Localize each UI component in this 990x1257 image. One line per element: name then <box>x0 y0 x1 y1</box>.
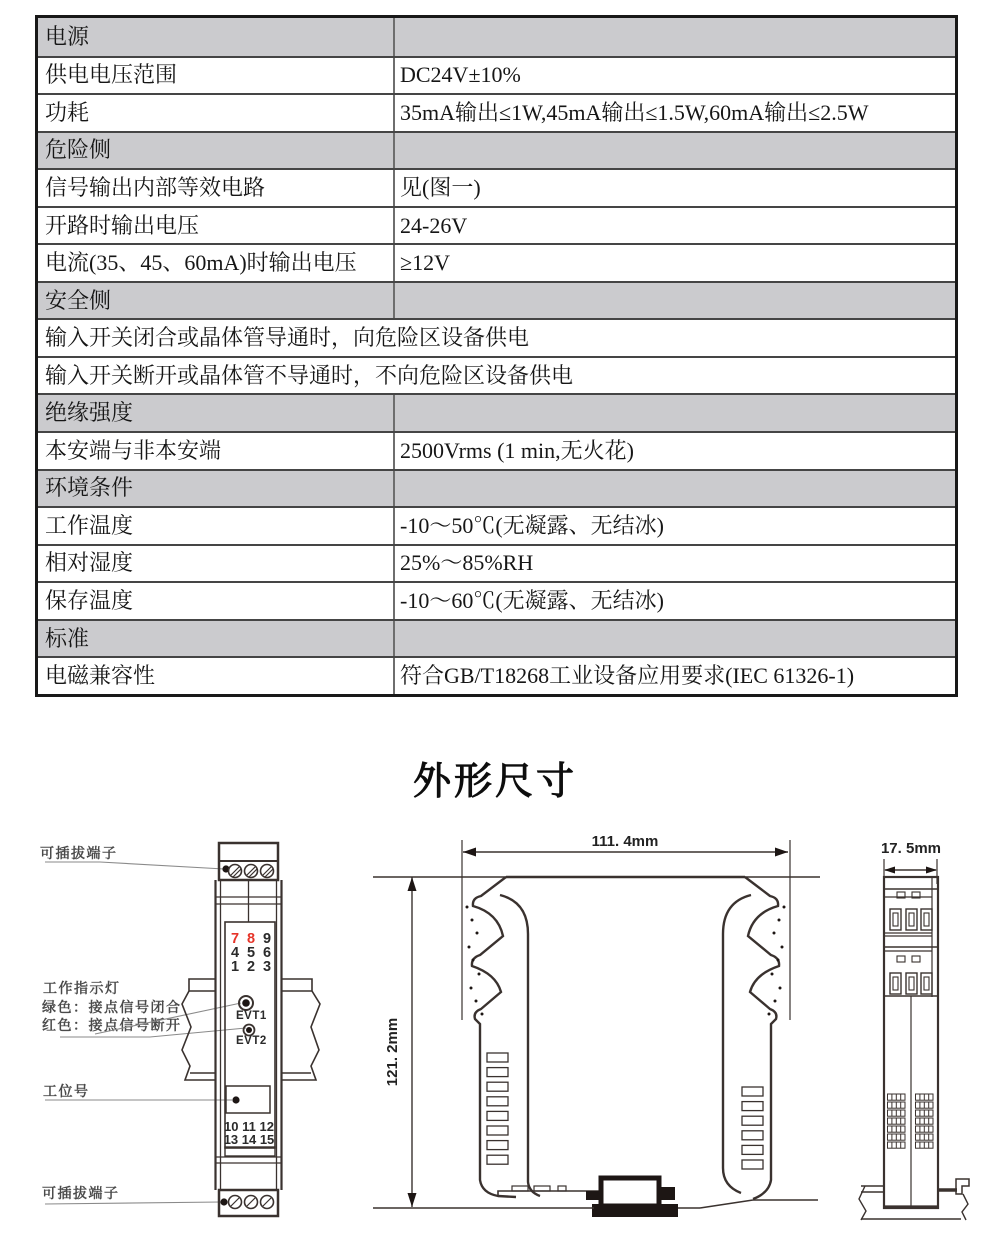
vent-slot <box>742 1102 763 1111</box>
guide-dot <box>466 906 469 909</box>
guide-dot <box>478 973 481 976</box>
led-evt2-label: EVT2 <box>236 1035 267 1047</box>
guide-dot <box>773 932 776 935</box>
spec-value: 2500Vrms (1 min,无火花) <box>393 433 955 469</box>
spec-key: 电磁兼容性 <box>45 663 156 689</box>
guide-dot <box>781 946 784 949</box>
screw-slot-inner <box>893 913 898 926</box>
module-end-outline <box>884 877 938 1208</box>
guide-dot <box>468 946 471 949</box>
section-empty <box>393 133 955 169</box>
vent-grids <box>888 1094 934 1148</box>
guide-dot <box>471 919 474 922</box>
guide-dot <box>470 987 473 990</box>
table-row <box>38 544 955 582</box>
section-empty <box>393 471 955 507</box>
table-row <box>38 656 955 694</box>
spec-value: 35mA输出≤1W,45mA输出≤1.5W,60mA输出≤2.5W <box>393 95 955 131</box>
terminal-screws <box>229 1196 274 1209</box>
spec-key: 信号输出内部等效电路 <box>45 174 266 200</box>
table-row <box>38 168 955 206</box>
module-side-outline <box>466 877 786 1199</box>
screw-slot-inner <box>893 977 898 990</box>
section-label: 环境条件 <box>45 475 134 501</box>
spec-value: 见(图一) <box>393 170 955 206</box>
spec-key: 功耗 <box>45 99 90 125</box>
section-label: 电源 <box>45 23 90 49</box>
spec-note: 输入开关闭合或晶体管导通时，向危险区设备供电 <box>45 325 530 351</box>
guide-dot <box>774 1000 777 1003</box>
end-view <box>859 840 969 1220</box>
vent-slot <box>742 1131 763 1140</box>
table-row <box>38 431 955 469</box>
led-evt1-label: EVT1 <box>236 1010 267 1022</box>
screw-slot <box>921 973 932 994</box>
guide-dot <box>777 959 780 962</box>
terminal-block-bottom <box>219 1190 278 1216</box>
leader-dot <box>232 1096 239 1103</box>
table-row <box>38 581 955 619</box>
end-terminal-row <box>890 909 932 930</box>
vent-slot <box>742 1145 763 1154</box>
terminal-number: 3 <box>262 959 272 975</box>
table-row <box>38 356 955 394</box>
side-view <box>373 833 820 1217</box>
terminal-number: 10 11 12 <box>224 1119 274 1134</box>
guide-dot <box>481 1013 484 1016</box>
terminal-number: 2 <box>246 959 256 975</box>
label-indicator-title: 工作指示灯 <box>43 980 121 996</box>
label-station-number: 工位号 <box>43 1083 90 1099</box>
terminal-number: 13 14 15 <box>223 1132 275 1147</box>
label-indicator-red: 红色：接点信号断开 <box>42 1017 182 1033</box>
guide-dot <box>778 919 781 922</box>
spec-value: ≥12V <box>393 245 955 281</box>
terminal-number: 5 <box>246 945 256 961</box>
spec-value: DC24V±10% <box>393 58 955 94</box>
screw-slot-inner <box>924 913 929 926</box>
table-row <box>38 56 955 94</box>
section-label: 安全侧 <box>45 287 112 313</box>
section-row <box>38 619 955 657</box>
section-empty <box>393 395 955 431</box>
guide-dot <box>779 987 782 990</box>
terminal-number: 4 <box>230 945 240 961</box>
vent-slot <box>487 1097 508 1106</box>
section-label: 绝缘强度 <box>45 400 134 426</box>
label-pluggable-terminal-bottom: 可插拔端子 <box>42 1185 120 1201</box>
screw-slot <box>890 973 901 994</box>
spec-value: 24-26V <box>393 208 955 244</box>
section-empty <box>393 18 955 56</box>
section-empty <box>393 621 955 657</box>
width-dimension: 111. 4mm <box>591 833 659 850</box>
section-label: 标准 <box>45 625 90 651</box>
table-row <box>38 93 955 131</box>
vent-slot <box>742 1116 763 1125</box>
terminal-number: 9 <box>262 931 272 947</box>
section-row <box>38 281 955 319</box>
terminal-numbers-top <box>231 931 271 975</box>
table-row <box>38 206 955 244</box>
vent-slot <box>487 1082 508 1091</box>
section-row <box>38 18 955 56</box>
dotted-guides <box>466 906 786 1016</box>
section-row <box>38 131 955 169</box>
screw-slot <box>906 973 917 994</box>
screw-slot <box>906 909 917 930</box>
dimension-drawings <box>0 810 990 1257</box>
spec-value: -10～50℃(无凝露、无结冰) <box>393 508 955 544</box>
guide-dot <box>476 932 479 935</box>
spec-value: 符合GB/T18268工业设备应用要求(IEC 61326-1) <box>393 658 955 694</box>
screw-slot-inner <box>909 977 914 990</box>
vent-slot <box>487 1053 508 1062</box>
spec-note: 输入开关断开或晶体管不导通时，不向危险区设备供电 <box>45 362 574 388</box>
leader-dot <box>220 1198 227 1205</box>
label-indicator-green: 绿色：接点信号闭合 <box>42 999 182 1015</box>
screw-slot <box>890 909 901 930</box>
spec-key: 本安端与非本安端 <box>45 437 222 463</box>
spec-key: 相对湿度 <box>45 550 134 576</box>
guide-dot <box>472 959 475 962</box>
label-pluggable-terminal-top: 可插拔端子 <box>40 845 118 861</box>
guide-dot <box>768 1013 771 1016</box>
spec-key: 开路时输出电压 <box>45 212 200 238</box>
spec-value: 25%～85%RH <box>393 546 955 582</box>
terminal-number: 6 <box>262 945 272 961</box>
din-clip <box>498 1178 678 1217</box>
screw-slot-inner <box>909 913 914 926</box>
table-row <box>38 243 955 281</box>
guide-dot <box>475 1000 478 1003</box>
table-row <box>38 506 955 544</box>
vent-slot <box>487 1111 508 1120</box>
spec-value: -10～60℃(无凝露、无结冰) <box>393 583 955 619</box>
vent-slot <box>487 1126 508 1135</box>
terminal-number: 1 <box>230 959 240 975</box>
table-row <box>38 318 955 356</box>
vent-slot <box>487 1141 508 1150</box>
section-label: 危险侧 <box>45 137 112 163</box>
front-view <box>40 843 320 1216</box>
spec-key: 电流(35、45、60mA)时输出电压 <box>45 250 357 276</box>
guide-dot <box>771 973 774 976</box>
vent-slot <box>742 1160 763 1169</box>
vent-slot <box>487 1155 508 1164</box>
vent-slot <box>487 1068 508 1077</box>
terminal-screws <box>229 865 274 878</box>
terminal-number: 8 <box>246 931 256 947</box>
din-rail-end <box>859 1179 969 1220</box>
spec-table <box>35 15 958 697</box>
spec-key: 保存温度 <box>45 587 134 613</box>
spec-key: 工作温度 <box>45 512 134 538</box>
height-dimension: 121. 2mm <box>384 1017 401 1087</box>
screw-slot <box>921 909 932 930</box>
guide-dot <box>783 906 786 909</box>
spec-key: 供电电压范围 <box>45 62 178 88</box>
terminal-number: 7 <box>230 931 240 947</box>
section-row <box>38 393 955 431</box>
section-empty <box>393 283 955 319</box>
terminal-block-top <box>219 843 278 880</box>
section-row <box>38 469 955 507</box>
terminal-numbers-bottom <box>224 1119 275 1147</box>
status-leds <box>236 996 267 1047</box>
screw-slot-inner <box>924 977 929 990</box>
outline-dimensions-title: 外形尺寸 <box>412 761 577 803</box>
end-terminal-row <box>890 973 932 994</box>
vent-slot <box>742 1087 763 1096</box>
depth-dimension: 17. 5mm <box>880 840 942 857</box>
